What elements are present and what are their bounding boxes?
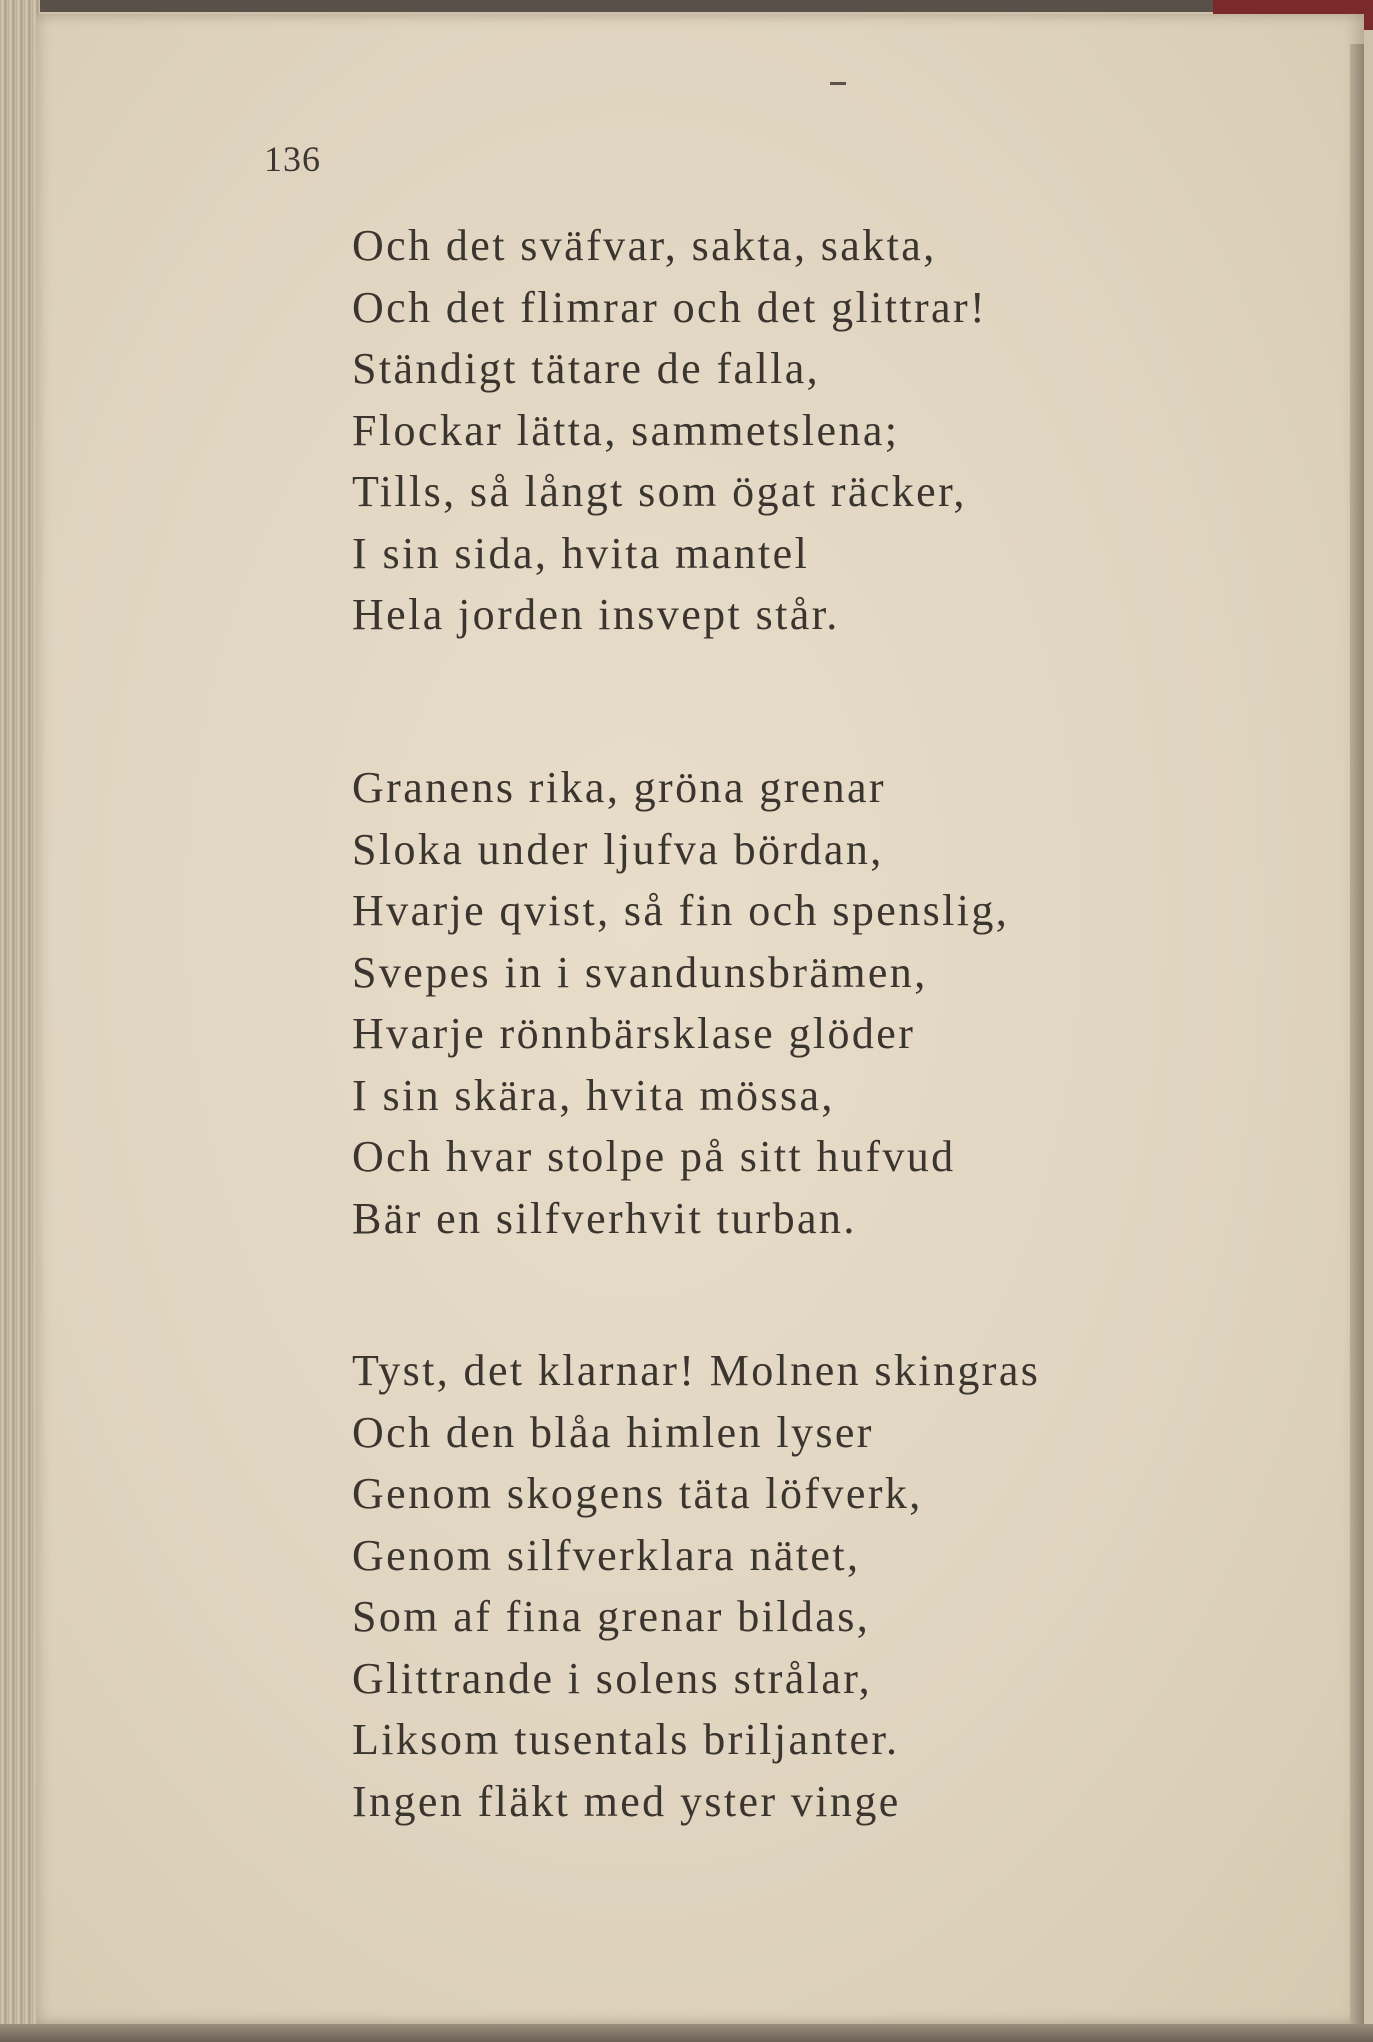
printer-mark (830, 82, 846, 85)
poem-line: Flockar lätta, sammetslena; (352, 405, 900, 455)
scan-background-strip (0, 0, 1373, 12)
page-bottom-edge (0, 2024, 1373, 2042)
poem-line: Tyst, det klarnar! Molnen skingras (352, 1346, 1041, 1395)
page-number: 136 (264, 139, 321, 179)
page-right-edge (1350, 44, 1364, 2042)
poem-line: Hvarje rönnbärsklase glöder (352, 1009, 916, 1058)
page-leaf-edges (0, 0, 40, 2042)
poem-line: Glittrande i solens strålar, (352, 1653, 872, 1703)
poem-line: Tills, så långt som ögat räcker, (352, 467, 967, 516)
poem-line: Och hvar stolpe på sitt hufvud (352, 1132, 956, 1181)
poem-line: Svepes in i svandunsbrämen, (352, 947, 928, 997)
poem-line: I sin skära, hvita mössa, (352, 1070, 835, 1120)
poem-line: I sin sida, hvita mantel (352, 528, 810, 578)
poem-stanza-1 (352, 215, 987, 646)
poem-line: Ingen fläkt med yster vinge (352, 1776, 901, 1826)
poem-line: Hvarje qvist, så fin och spenslig, (352, 886, 1010, 935)
poem-stanza-2 (352, 757, 1009, 1249)
poem-line: Genom silfverklara nätet, (352, 1530, 861, 1580)
poem-line: Och det sväfvar, sakta, sakta, (352, 221, 937, 270)
poem-line: Ständigt tätare de falla, (352, 344, 821, 393)
poem-stanza-3 (352, 1340, 1040, 1832)
poem-line: Granens rika, gröna grenar (352, 763, 886, 812)
poem-line: Bär en silfverhvit turban. (352, 1193, 857, 1243)
poem-line: Och den blåa himlen lyser (352, 1407, 874, 1457)
poem-line: Sloka under ljufva bördan, (352, 824, 884, 874)
poem-line: Genom skogens täta löfverk, (352, 1469, 923, 1518)
poem-line: Hela jorden insvept står. (352, 590, 840, 639)
poem-line: Som af fina grenar bildas, (352, 1592, 871, 1641)
poem-line: Liksom tusentals briljanter. (352, 1715, 900, 1764)
poem-line: Och det flimrar och det glittrar! (352, 282, 988, 332)
